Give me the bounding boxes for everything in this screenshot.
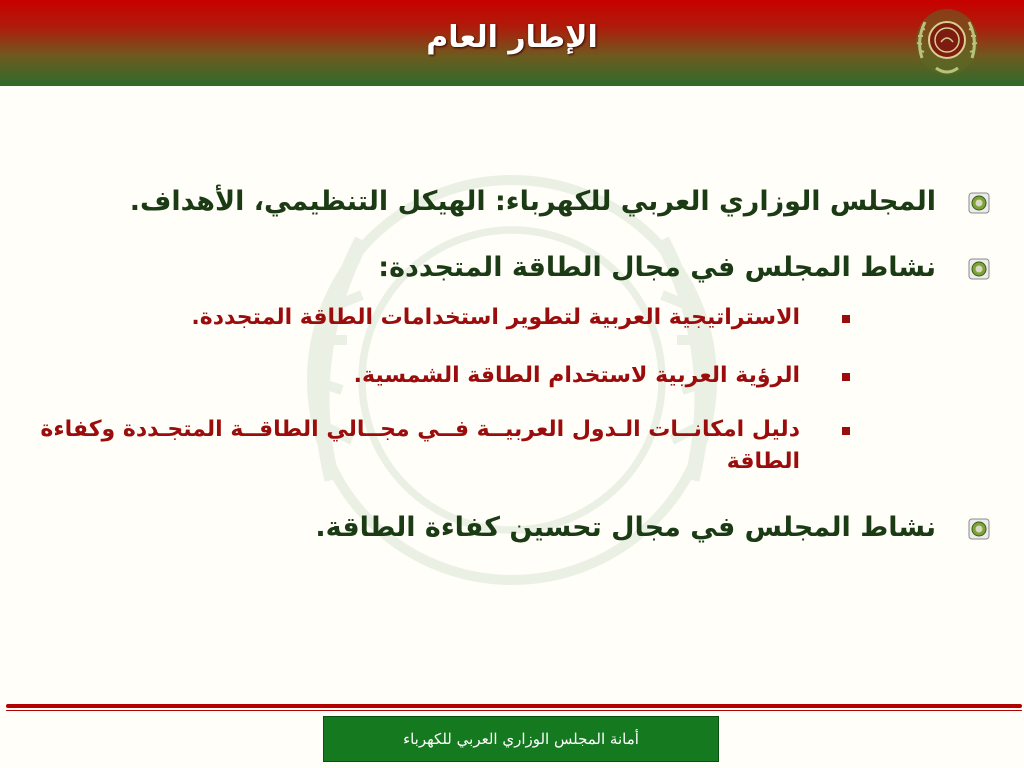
bullet-item <box>30 176 996 228</box>
bullet-item <box>30 502 996 554</box>
bullet-text: نشاط المجلس في مجال الطاقة المتجددة: <box>378 252 936 283</box>
slide-title: الإطار العام <box>426 20 598 55</box>
footer-label: أمانة المجلس الوزاري العربي للكهرباء <box>323 716 719 762</box>
round-bullet-icon <box>968 258 990 280</box>
footer-divider-thin <box>6 710 1022 711</box>
footer-divider <box>6 704 1022 708</box>
sub-bullet-item <box>30 302 996 334</box>
slide-body <box>30 176 996 568</box>
title-bar <box>0 0 1024 86</box>
square-bullet-icon <box>842 373 850 381</box>
square-bullet-icon <box>842 315 850 323</box>
bullet-text: المجلس الوزاري العربي للكهرباء: الهيكل التنظيمي، الأهداف. <box>129 186 936 217</box>
round-bullet-icon <box>968 518 990 540</box>
sub-bullet-item <box>30 360 996 392</box>
arab-league-emblem-icon <box>912 6 982 82</box>
bullet-text: نشاط المجلس في مجال تحسين كفاءة الطاقة. <box>315 512 936 543</box>
bullet-item <box>30 242 996 294</box>
sub-bullet-text: الرؤية العربية لاستخدام الطاقة الشمسية. <box>353 363 800 388</box>
sub-bullet-text: دليل امكانــات الـدول العربيــة فــي مجــالي الطاقــة المتجـددة وكفاءة الطاقة <box>40 417 800 474</box>
sub-bullet-item <box>30 414 996 478</box>
sub-bullet-text: الاستراتيجية العربية لتطوير استخدامات الطاقة المتجددة. <box>191 305 800 330</box>
square-bullet-icon <box>842 427 850 435</box>
round-bullet-icon <box>968 192 990 214</box>
